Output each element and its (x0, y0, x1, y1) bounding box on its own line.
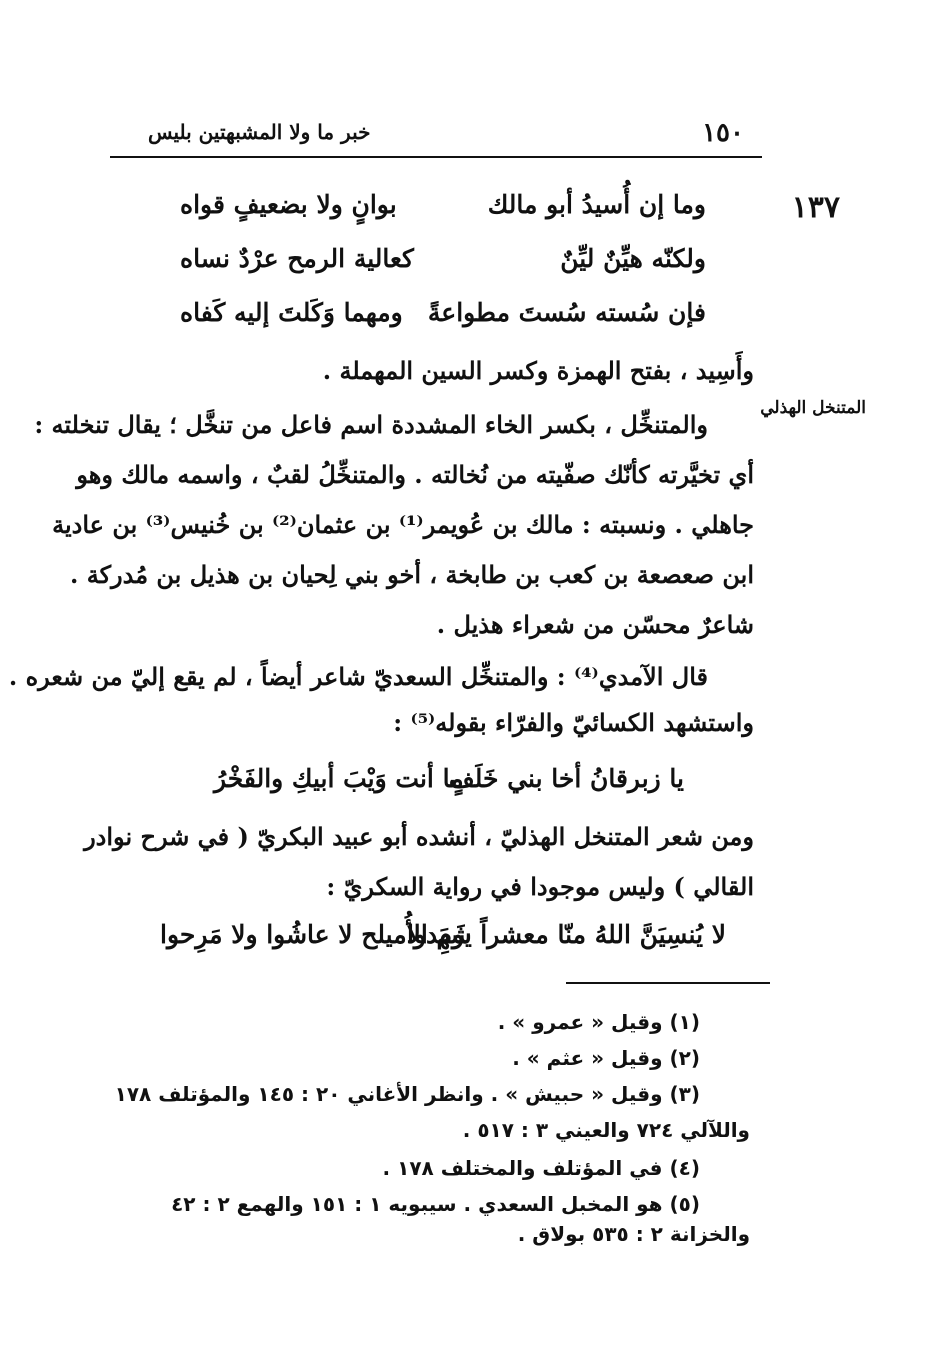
verse-3-left-hemistich: ومهما وَكَلتَ إليه كَفاه (180, 298, 403, 327)
footnote-continuation: واللآلي ٧٢٤ والعيني ٣ : ٥١٧ . (462, 1118, 750, 1142)
verse-3-right-hemistich: فإن سُسته سُستَ مطواعةً (427, 298, 706, 327)
paragraph-2-line: جاهلي . ونسبته : مالك بن عُويمر⁽¹⁾ بن عثمان⁽²⁾ بن خُنيس⁽³⁾ بن عادية (52, 510, 754, 539)
paragraph-3-line: قال الآمدي⁽⁴⁾ : والمتنخِّل السعديّ شاعر أيضاً ، لم يقع إليّ من شعره . (8, 662, 708, 691)
header-rule (110, 156, 762, 158)
verse-2-left-hemistich: كعالية الرمح عرْدٌ نساه (180, 244, 414, 273)
paragraph-2-line: أي تخيَّرته كأنّك صفّيته من نُخالته . والمتنخِّلُ لقبٌ ، واسمه مالك وهو (76, 460, 754, 489)
paragraph-4-line: القالي ) وليس موجودا في رواية السكريّ : (326, 872, 754, 901)
paragraph-3-line: واستشهد الكسائيّ والفرّاء بقوله⁽⁵⁾ : (393, 708, 754, 737)
paragraph-4-line: ومن شعر المتنخل الهذليّ ، أنشده أبو عبيد البكريّ ( في شرح نوادر (84, 822, 754, 851)
verse-4-right-hemistich: يا زبرقانُ أخا بني خَلَفٍ (448, 764, 684, 793)
footnote: (٣) وقيل « حبيش » . وانظر الأغاني ٢٠ : ١٤٥ والمؤتلف ١٧٨ (114, 1082, 700, 1106)
verse-1-left-hemistich: بوانٍ ولا بضعيفٍ قواه (180, 190, 397, 219)
verse-2-right-hemistich: ولكنّه هيِّنٌ ليِّنٌ (560, 244, 706, 273)
paragraph-2-line: ابن صعصعة بن كعب بن طابخة ، أخو بني لِحيان بن هذيل بن مُدركة . (70, 560, 754, 589)
footnote: (٢) وقيل « عثم » . (512, 1046, 700, 1070)
verse-5-right-hemistich: لا يُنسِيَنَّ اللهُ منّا معشراً شَهِدوا (406, 920, 726, 949)
footnote: (١) وقيل « عمرو » . (497, 1010, 700, 1034)
footnote-rule (566, 982, 770, 984)
page-number: ١٥٠ (702, 118, 744, 148)
footnote-continuation: والخزانة ٢ : ٥٣٥ بولاق . (517, 1222, 750, 1246)
running-title: خبر ما ولا المشبهتين بليس (148, 120, 371, 144)
verse-5-left-hemistich: يومَ الأُميلح لا عاشُوا ولا مَرِحوا (160, 920, 472, 949)
verse-4-left-hemistich: ما أنت وَيْبَ أبيكِ والفَخْرُ (214, 764, 464, 793)
margin-label: المتنخل الهذلي (760, 398, 866, 418)
footnote: (٥) هو المخبل السعدي . سيبويه ١ : ١٥١ والهمع ٢ : ٤٢ (171, 1192, 700, 1216)
footnote: (٤) في المؤتلف والمختلف ١٧٨ . (382, 1156, 700, 1180)
paragraph-2-line: شاعرٌ محسّن من شعراء هذيل . (436, 610, 754, 639)
paragraph-2-line: والمتنخِّل ، بكسر الخاء المشددة اسم فاعل من تنخَّل ؛ يقال تنخلته : (34, 410, 708, 439)
entry-number: ١٣٧ (791, 190, 840, 225)
paragraph-1-line: وأَسِيد ، بفتح الهمزة وكسر السين المهملة . (322, 356, 754, 385)
verse-1-right-hemistich: وما إن أُسيدُ أبو مالك (487, 190, 706, 219)
